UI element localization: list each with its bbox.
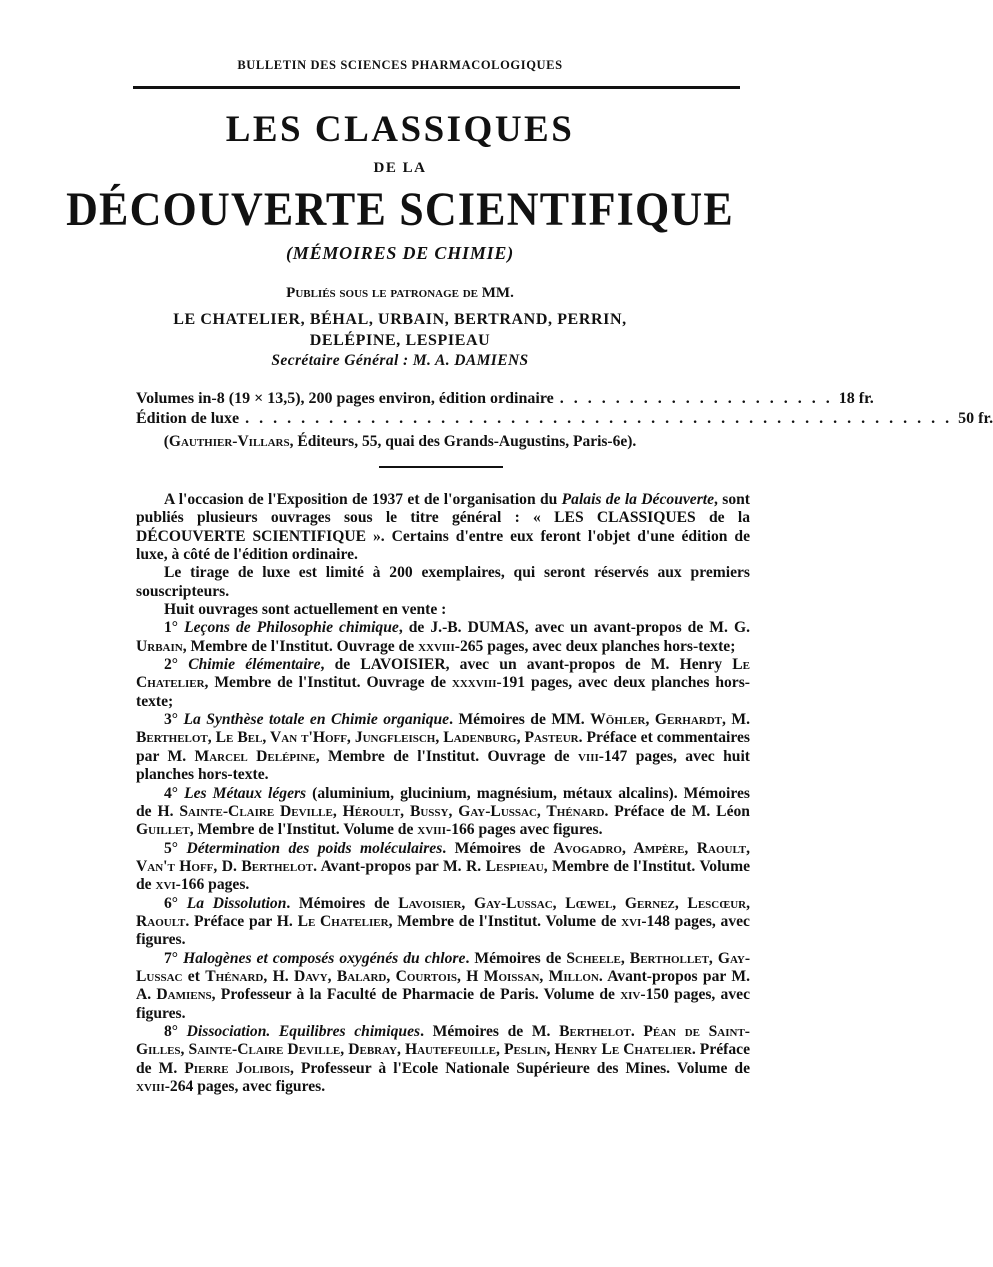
title-line-2: DE LA — [373, 160, 427, 176]
roman-numeral: xxxviii — [451, 674, 497, 692]
author-name: Thénard — [205, 967, 264, 985]
item-title: Leçons de Philosophie chimique — [184, 619, 399, 637]
title-line-3: DÉCOUVERTE SCIENTIFIQUE — [66, 183, 734, 236]
list-item — [136, 711, 750, 784]
text-run: -148 pages, avec figures. — [136, 912, 750, 949]
text-run: . Mémoires de M. — [420, 1022, 560, 1040]
text-run: . Préface de M. — [136, 1041, 750, 1077]
item-title: Détermination des poids moléculaires — [186, 839, 443, 857]
item-number: 3° — [164, 711, 179, 729]
text-run: -166 pages avec figures. — [446, 821, 603, 839]
palais-name: Palais de la Découverte — [561, 491, 715, 508]
text-run: , sont publiés plusieurs ouvrages sous le titre général : « LES CLASSIQUES de la DÉCOUVERTE SCIENTIFIQUE ». Certains d'entre eux feront l'objet d'une édition de luxe, à côté de l'édition ordinaire. — [136, 491, 751, 564]
author-name: Lespieau — [485, 857, 544, 875]
text-run: , Professeur à l'Ecole Nationale Supérieure des Mines. Volume de — [289, 1059, 751, 1077]
secretary-line: Secrétaire Général : M. A. DAMIENS — [271, 352, 529, 369]
item-number: 6° — [164, 894, 179, 912]
list-item — [136, 895, 750, 950]
text-run: . Préface de M. Léon — [604, 802, 750, 820]
text-run: , Membre de l'Institut. Ouvrage de — [182, 637, 419, 655]
price-leader-dots: . . . . . . . . . . . . . . . . . . . . — [559, 390, 833, 407]
subtitle: (MÉMOIRES DE CHIMIE) — [285, 243, 515, 263]
item-number: 4° — [164, 784, 179, 802]
roman-numeral: xviii — [417, 821, 446, 839]
list-item — [136, 840, 750, 895]
roman-numeral: xiv — [620, 986, 641, 1004]
title-line-1: LES CLASSIQUES — [225, 109, 575, 150]
text-run: , Membre de l'Institut. Ouvrage de — [204, 674, 452, 692]
list-item — [136, 619, 750, 656]
patron-names-line-2: DELÉPINE, LESPIEAU — [309, 332, 491, 349]
price-row-luxe — [136, 410, 993, 430]
author-name: Lavoisier, Gay-Lussac, Lœwel, Gernez, Lescœur, Raoult — [136, 894, 751, 930]
header-rule — [133, 86, 740, 89]
patronage-suffix: MM. — [481, 285, 514, 301]
item-number: 5° — [164, 839, 179, 857]
roman-numeral: xvi — [621, 912, 642, 930]
item-number: 2° — [164, 656, 179, 674]
patron-names — [0, 309, 800, 351]
text-run: . Préface par H. — [185, 912, 298, 930]
text-run: , Membre de l'Institut. Volume de — [388, 912, 622, 930]
text-run: A l'occasion de l'Exposition de 1937 et de l'organisation du — [164, 491, 562, 508]
text-run: , Professeur à la Faculté de Pharmacie de Paris. Volume de — [211, 986, 621, 1004]
item-title: Dissociation. Equilibres chimiques — [186, 1022, 421, 1040]
text-run: , Membre de l'Institut. Ouvrage de — [315, 747, 578, 765]
author-name: Damiens — [156, 986, 212, 1004]
item-number: 1° — [164, 619, 179, 637]
paragraph-list-intro: Huit ouvrages sont actuellement en vente : — [164, 601, 447, 619]
item-title: Halogènes et composés oxygénés du chlore — [183, 949, 466, 967]
text-run: -147 pages, avec huit planches hors-texte. — [136, 747, 750, 784]
text-run: . Préface et commentaires par M. — [136, 729, 750, 765]
text-run: -191 pages, avec deux planches hors-texte; — [136, 674, 750, 710]
list-item — [136, 656, 750, 711]
author-name: Le Chatelier — [297, 912, 389, 930]
author-name: Berthelot, Le Bel, Van t'Hoff, Jungfleisch, Ladenburg, Pasteur — [136, 729, 579, 747]
author-name: Pierre Jolibois — [184, 1059, 290, 1077]
author-name: Davy, Balard, Courtois — [293, 967, 458, 985]
text-run: , H. — [263, 967, 294, 985]
author-name: Wöhler, Gerhardt — [590, 711, 722, 729]
roman-numeral: xxviii — [418, 637, 455, 655]
roman-numeral: viii — [577, 747, 599, 765]
item-title: La Dissolution — [186, 894, 287, 912]
price-ordinary: 18 fr. — [838, 390, 874, 407]
author-name: Marcel Delépine — [194, 747, 316, 765]
price-leader-dots: . . . . . . . . . . . . . . . . . . . . . . . . . . . . . . . . . . . . . . . . . . . . . . . . . . . — [245, 410, 953, 427]
paragraph-luxe: Le tirage de luxe est limité à 200 exemplaires, qui seront réservés aux premiers souscripteurs. — [136, 564, 750, 600]
publisher-line — [0, 433, 800, 451]
text-run: , Membre de l'Institut. Volume de — [136, 857, 750, 894]
text-run: -264 pages, avec figures. — [164, 1078, 326, 1095]
price-luxe: 50 fr. — [958, 410, 993, 427]
item-title: Chimie élémentaire — [188, 656, 321, 674]
text-run: -166 pages. — [175, 876, 250, 894]
patronage-prefix: Publiés sous le patronage de — [286, 285, 479, 301]
text-run: , de J.-B. DUMAS, avec un avant-propos de M. G. — [398, 619, 750, 637]
item-number: 7° — [164, 949, 179, 967]
author-name: Sainte-Claire Deville, Héroult, Bussy, Gay-Lussac, Thénard — [179, 802, 605, 820]
text-run: . Mémoires de — [465, 949, 567, 967]
roman-numeral: xvi — [155, 876, 176, 894]
author-name: Guillet — [136, 821, 190, 839]
list-item — [136, 950, 750, 1023]
text-run: . Mémoires de — [442, 839, 554, 857]
text-run: et — [182, 967, 206, 985]
roman-numeral: xviii — [136, 1078, 165, 1095]
running-head: BULLETIN DES SCIENCES PHARMACOLOGIQUES — [237, 58, 563, 72]
author-name: Berthelot — [241, 857, 314, 875]
text-run: . Avant-propos par M. A. — [136, 967, 750, 1004]
text-run: , de LAVOISIER, avec un avant-propos de M. Henry — [320, 656, 733, 674]
publisher-name: Gauthier-Villars — [168, 433, 290, 450]
author-name: Avogadro, Ampère, Raoult, Van't Hoff — [136, 839, 751, 875]
author-name: Le Chatelier — [136, 656, 750, 692]
author-name: Berthelot. Péan de Saint-Gilles, Sainte-Claire Deville, Debray, Hautefeuille, Peslin, Henry Le Chatelier — [136, 1022, 750, 1059]
publisher-open: ( — [163, 433, 169, 450]
text-run: . Mémoires de — [286, 894, 399, 912]
item-title: La Synthèse totale en Chimie organique — [183, 711, 450, 729]
text-run: . Avant-propos par M. R. — [313, 857, 486, 875]
patronage-line — [0, 285, 800, 302]
text-run: , H — [457, 967, 484, 985]
publisher-address: , Éditeurs, 55, quai des Grands-Augustins, Paris-6e). — [289, 433, 637, 450]
text-run: (aluminium, glucinium, magnésium, métaux alcalins). Mémoires de H. — [136, 784, 751, 820]
price-row-ordinary — [136, 390, 874, 410]
item-title: Les Métaux légers — [184, 784, 307, 802]
item-number: 8° — [164, 1022, 179, 1040]
text-run: , Membre de l'Institut. Volume de — [189, 821, 418, 839]
text-run: -150 pages, avec figures. — [136, 986, 750, 1022]
price-label-luxe: Édition de luxe — [136, 410, 240, 427]
list-item — [136, 785, 750, 840]
section-rule — [379, 466, 503, 468]
author-name: Urbain — [136, 637, 183, 655]
list-item — [136, 1023, 750, 1096]
paragraph-intro — [136, 491, 750, 564]
body-text — [136, 491, 750, 1096]
patron-names-line-1: LE CHATELIER, BÉHAL, URBAIN, BERTRAND, PERRIN, — [173, 311, 627, 328]
price-label-ordinary: Volumes in-8 (19 × 13,5), 200 pages environ, édition ordinaire — [136, 390, 554, 407]
text-run: -265 pages, avec deux planches hors-texte; — [454, 637, 736, 655]
text-run: , M. — [722, 711, 750, 729]
text-run: , D. — [213, 857, 242, 875]
author-name: Scheele, Berthollet, Gay-Lussac — [136, 949, 751, 985]
author-name: Moissan, Millon — [483, 967, 599, 985]
text-run: . Mémoires de MM. — [449, 711, 591, 729]
